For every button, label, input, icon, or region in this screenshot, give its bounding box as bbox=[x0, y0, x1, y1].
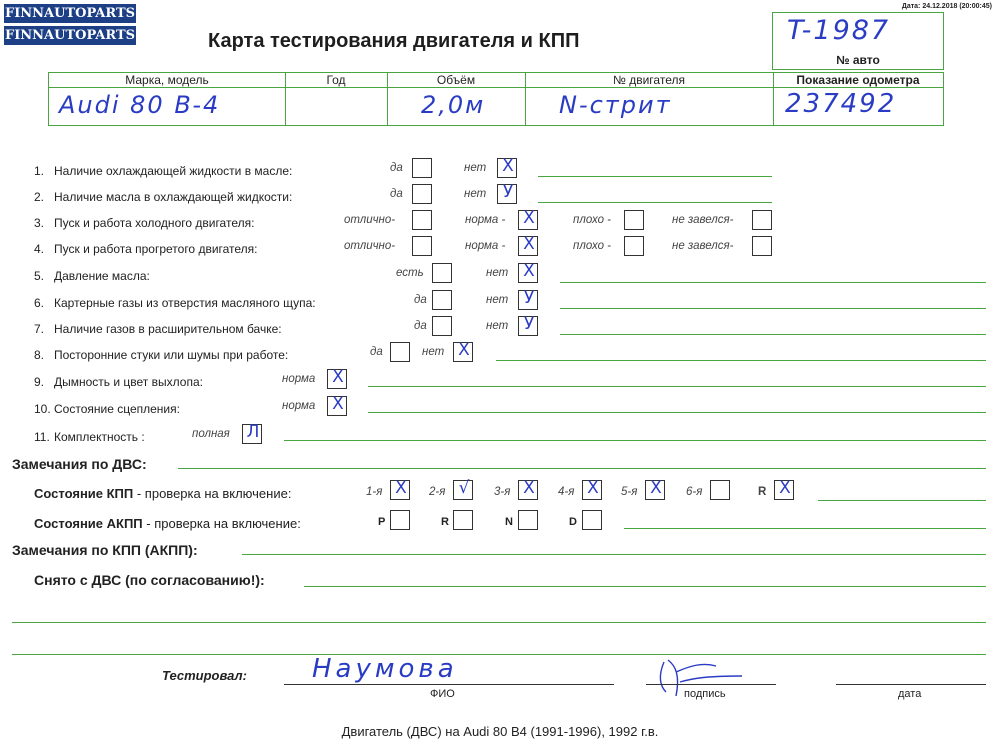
q6-option-yes-checkbox[interactable] bbox=[432, 290, 452, 310]
auto-number-label: № авто bbox=[836, 53, 880, 67]
q7-option-yes-checkbox[interactable] bbox=[432, 316, 452, 336]
question-4-text: Пуск и работа прогретого двигателя: bbox=[54, 242, 258, 256]
q3-option-nostart-label: не завелся- bbox=[672, 214, 734, 226]
question-7-number: 7. bbox=[34, 322, 45, 336]
gear-4-label: 4-я bbox=[558, 486, 575, 498]
signature-label: подпись bbox=[684, 688, 726, 700]
q10-option-normal-checkbox[interactable]: X bbox=[327, 396, 347, 416]
value-odometer: 237492 bbox=[785, 89, 897, 119]
q3-option-bad-checkbox[interactable] bbox=[624, 210, 644, 230]
q1-option-no-label: нет bbox=[464, 162, 487, 174]
gear-6-checkbox[interactable] bbox=[710, 480, 730, 500]
q10-comment-line bbox=[368, 412, 986, 413]
question-2-number: 2. bbox=[34, 190, 45, 204]
value-engine-number: N-стрит bbox=[559, 91, 672, 119]
q4-option-normal-checkbox[interactable]: X bbox=[518, 236, 538, 256]
position-n-checkbox[interactable] bbox=[518, 510, 538, 530]
finnautoparts-logo: FINNAUTOPARTS bbox=[4, 6, 136, 21]
col-header-odometer: Показание одометра bbox=[796, 73, 920, 87]
position-d-label: D bbox=[569, 516, 577, 528]
q4-option-excellent-checkbox[interactable] bbox=[412, 236, 432, 256]
gear-2-checkbox[interactable]: √ bbox=[453, 480, 473, 500]
auto-number-box bbox=[772, 12, 944, 70]
q1-option-yes-label: да bbox=[390, 162, 403, 174]
q3-option-excellent-checkbox[interactable] bbox=[412, 210, 432, 230]
gear-5-checkbox[interactable]: X bbox=[645, 480, 665, 500]
auto-number-value: T-1987 bbox=[787, 15, 891, 46]
gearbox-comment-line bbox=[818, 500, 986, 501]
q3-option-normal-checkbox[interactable]: X bbox=[518, 210, 538, 230]
gear-1-label: 1-я bbox=[366, 486, 383, 498]
q9-option-normal-checkbox[interactable]: X bbox=[327, 369, 347, 389]
q1-option-yes-checkbox[interactable] bbox=[412, 158, 432, 178]
question-9-text: Дымность и цвет выхлопа: bbox=[54, 375, 203, 389]
position-d-checkbox[interactable] bbox=[582, 510, 602, 530]
question-5-number: 5. bbox=[34, 269, 45, 283]
gear-6-label: 6-я bbox=[686, 486, 703, 498]
q2-comment-line bbox=[538, 202, 772, 203]
page-title: Карта тестирования двигателя и КПП bbox=[208, 30, 580, 52]
q11-option-full-label: полная bbox=[192, 428, 230, 440]
question-5-text: Давление масла: bbox=[54, 269, 150, 283]
gear-5-label: 5-я bbox=[621, 486, 638, 498]
col-header-model: Марка, модель bbox=[125, 73, 209, 87]
gear-reverse-label: R bbox=[758, 486, 767, 498]
question-9-number: 9. bbox=[34, 375, 45, 389]
q8-option-yes-checkbox[interactable] bbox=[390, 342, 410, 362]
col-header-year: Год bbox=[326, 73, 346, 87]
question-1-number: 1. bbox=[34, 164, 45, 178]
q3-option-normal-label: норма - bbox=[465, 214, 506, 226]
q2-option-no-checkbox[interactable]: У bbox=[497, 184, 517, 204]
q3-option-nostart-checkbox[interactable] bbox=[752, 210, 772, 230]
q5-comment-line bbox=[560, 282, 986, 283]
gear-4-checkbox[interactable]: X bbox=[582, 480, 602, 500]
remarks-engine-line bbox=[178, 468, 986, 469]
date-label: дата bbox=[898, 688, 922, 700]
q10-option-normal-label: норма bbox=[282, 400, 316, 412]
q5-option-yes-checkbox[interactable] bbox=[432, 263, 452, 283]
fio-label: ФИО bbox=[430, 688, 455, 700]
q1-comment-line bbox=[538, 176, 772, 177]
auto-gearbox-title: Состояние АКПП - проверка на включение: bbox=[34, 516, 301, 531]
question-7-text: Наличие газов в расширительном бачке: bbox=[54, 322, 282, 336]
question-11-text: Комплектность : bbox=[54, 430, 145, 444]
q1-option-no-checkbox[interactable]: X bbox=[497, 158, 517, 178]
finnautoparts-logo-2: FINNAUTOPARTS bbox=[4, 28, 136, 43]
page-caption: Двигатель (ДВС) на Audi 80 B4 (1991-1996), 1992 г.в. bbox=[341, 724, 659, 739]
q7-option-no-label: нет bbox=[486, 320, 509, 332]
q7-option-no-checkbox[interactable]: У bbox=[518, 316, 538, 336]
question-10-number: 10. bbox=[34, 402, 51, 416]
removed-label: Снято с ДВС (по согласованию!): bbox=[34, 572, 265, 588]
q11-comment-line bbox=[284, 440, 986, 441]
q4-option-excellent-label: отлично- bbox=[344, 240, 396, 252]
q5-option-no-label: нет bbox=[486, 267, 509, 279]
datestamp: Дата: 24.12.2018 (20:00:45) bbox=[901, 3, 992, 10]
position-p-label: P bbox=[378, 516, 386, 528]
q8-option-no-checkbox[interactable]: X bbox=[453, 342, 473, 362]
gearbox-title: Состояние КПП - проверка на включение: bbox=[34, 486, 292, 501]
q8-option-yes-label: да bbox=[370, 346, 383, 358]
q2-option-yes-checkbox[interactable] bbox=[412, 184, 432, 204]
gear-2-label: 2-я bbox=[429, 486, 446, 498]
remarks-engine-label: Замечания по ДВС: bbox=[12, 456, 147, 472]
question-2-text: Наличие масла в охлаждающей жидкости: bbox=[54, 190, 293, 204]
col-header-engine-number: № двигателя bbox=[613, 73, 685, 87]
date-line bbox=[836, 684, 986, 685]
q8-comment-line bbox=[496, 360, 986, 361]
tested-label: Тестировал: bbox=[162, 668, 247, 683]
position-n-label: N bbox=[505, 516, 513, 528]
q9-option-normal-label: норма bbox=[282, 373, 316, 385]
q8-option-no-label: нет bbox=[422, 346, 445, 358]
gear-1-checkbox[interactable]: X bbox=[390, 480, 410, 500]
question-3-number: 3. bbox=[34, 216, 45, 230]
question-8-text: Посторонние стуки или шумы при работе: bbox=[54, 348, 289, 362]
position-r-label: R bbox=[441, 516, 449, 528]
q6-comment-line bbox=[560, 308, 986, 309]
extra-line-2 bbox=[12, 654, 986, 655]
fio-line bbox=[284, 684, 614, 685]
header-table bbox=[48, 72, 944, 126]
q2-option-yes-label: да bbox=[390, 188, 403, 200]
q6-option-no-checkbox[interactable]: У bbox=[518, 290, 538, 310]
gear-3-label: 3-я bbox=[494, 486, 511, 498]
question-11-number: 11. bbox=[34, 430, 50, 444]
q4-option-bad-checkbox[interactable] bbox=[624, 236, 644, 256]
q7-option-yes-label: да bbox=[414, 320, 427, 332]
question-6-number: 6. bbox=[34, 296, 45, 310]
q4-option-nostart-label: не завелся- bbox=[672, 240, 734, 252]
q2-option-no-label: нет bbox=[464, 188, 487, 200]
remarks-gearbox-line bbox=[242, 554, 986, 555]
auto-gearbox-comment-line bbox=[624, 528, 986, 529]
q5-option-yes-label: есть bbox=[396, 267, 424, 279]
removed-line bbox=[304, 586, 986, 587]
question-8-number: 8. bbox=[34, 348, 45, 362]
signature-line bbox=[646, 684, 776, 685]
value-model: Audi 80 B-4 bbox=[59, 91, 221, 119]
question-4-number: 4. bbox=[34, 242, 45, 256]
q6-option-no-label: нет bbox=[486, 294, 509, 306]
question-6-text: Картерные газы из отверстия масляного щупа: bbox=[54, 296, 316, 310]
remarks-gearbox-label: Замечания по КПП (АКПП): bbox=[12, 542, 198, 558]
position-r-checkbox[interactable] bbox=[453, 510, 473, 530]
q7-comment-line bbox=[560, 334, 986, 335]
q3-option-excellent-label: отлично- bbox=[344, 214, 396, 226]
q4-option-nostart-checkbox[interactable] bbox=[752, 236, 772, 256]
q3-option-bad-label: плохо - bbox=[573, 214, 611, 226]
position-p-checkbox[interactable] bbox=[390, 510, 410, 530]
q6-option-yes-label: да bbox=[414, 294, 427, 306]
value-volume: 2,0м bbox=[421, 91, 486, 119]
question-3-text: Пуск и работа холодного двигателя: bbox=[54, 216, 255, 230]
q4-option-bad-label: плохо - bbox=[573, 240, 611, 252]
gear-3-checkbox[interactable]: X bbox=[518, 480, 538, 500]
q11-option-full-checkbox[interactable]: Л bbox=[242, 424, 262, 444]
extra-line-1 bbox=[12, 622, 986, 623]
gear-reverse-checkbox[interactable]: X bbox=[774, 480, 794, 500]
col-header-volume: Объём bbox=[436, 73, 476, 87]
q9-comment-line bbox=[368, 386, 986, 387]
q5-option-no-checkbox[interactable]: X bbox=[518, 263, 538, 283]
question-1-text: Наличие охлаждающей жидкости в масле: bbox=[54, 164, 293, 178]
q4-option-normal-label: норма - bbox=[465, 240, 506, 252]
tester-name-handwritten: Наумова bbox=[312, 654, 458, 684]
question-10-text: Состояние сцепления: bbox=[54, 402, 180, 416]
